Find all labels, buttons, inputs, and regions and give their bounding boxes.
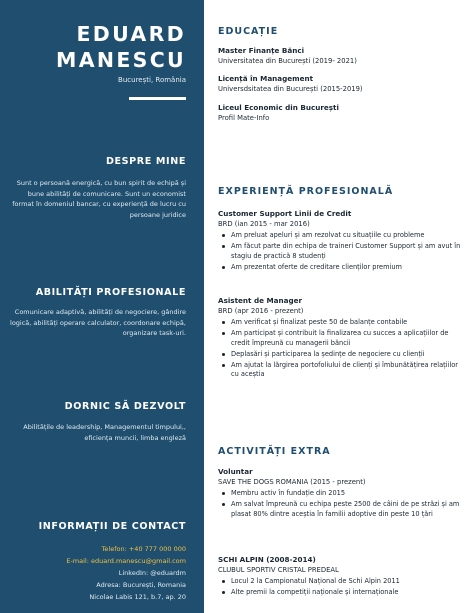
activity-bullets: [218, 577, 464, 598]
contact-address-line-1: Adresa: București, Romania: [96, 581, 186, 589]
job-company: BRD (ian 2015 - mar 2016): [218, 220, 310, 228]
education-item: [218, 74, 464, 94]
experience-heading: EXPERIENȚĂ PROFESIONALĂ: [218, 186, 394, 197]
contact-heading: INFORMAȚII DE CONTACT: [38, 521, 186, 532]
bullet-item: Am verificat și finalizat peste 50 de balanțe contabile: [218, 318, 464, 328]
education-subtitle: Universdsitatea din București (2015-2019): [218, 85, 363, 93]
job-bullets: [218, 231, 464, 272]
activity-bullets: [218, 489, 464, 519]
education-title: Master Finanțe Bănci: [218, 46, 305, 55]
education-item: [218, 103, 464, 123]
skills-text: Comunicare adaptivă, abilități de negociere, gândire logică, abilități operare calculator, coordonare echipă, organizare task-uri.: [10, 308, 186, 337]
education-subtitle: Profil Mate-Info: [218, 114, 270, 122]
education-subtitle: Universitatea din București (2019- 2021): [218, 57, 357, 65]
develop-heading: DORNIC SĂ DEZVOLT: [64, 401, 186, 412]
bullet-item: Locul 2 la Campionatul Național de Schi Alpin 2011: [218, 577, 464, 587]
contact-email[interactable]: E-mail: eduard.manescu@gmail.com: [66, 557, 186, 565]
activity-title: SCHI ALPIN (2008-2014): [218, 555, 316, 564]
name-divider: [129, 97, 186, 100]
job-entry: [218, 209, 464, 274]
job-entry: [218, 296, 464, 381]
develop-text: Abilitățile de leadership, Managementul timpului,, eficiența muncii, limba engleză: [23, 423, 186, 442]
bullet-item: Deplasări și participarea la ședințe de negociere cu clienții: [218, 350, 464, 360]
job-title: Asistent de Manager: [218, 296, 303, 305]
education-title: Liceul Economic din București: [218, 103, 339, 112]
education-title: Licență în Management: [218, 74, 314, 83]
activity-organization: SAVE THE DOGS ROMANIA (2015 - prezent): [218, 478, 366, 486]
activity-entry: [218, 555, 464, 599]
about-heading: DESPRE MINE: [105, 156, 186, 167]
activity-entry: [218, 467, 464, 521]
activities-heading: ACTIVITĂȚI EXTRA: [218, 446, 331, 457]
activity-title: Voluntar: [218, 467, 253, 476]
bullet-item: Membru activ în fundație din 2015: [218, 489, 464, 499]
bullet-item: Am participat și contribuit la finalizarea cu succes a aplicațiilor de credit împreună cu managerii băncii: [218, 329, 464, 348]
bullet-item: Am ajutat la lărgirea portofoliului de clienți și îmbunătățirea relațiilor cu aceștia: [218, 361, 464, 380]
education-item: [218, 46, 464, 66]
bullet-item: Am făcut parte din echipa de traineri Customer Support și am avut în stagiu de practică 8 studenți: [218, 242, 464, 261]
job-company: BRD (apr 2016 - prezent): [218, 307, 304, 315]
last-name: MANESCU: [56, 48, 186, 72]
about-text: Sunt o persoană energică, cu bun spirit de echipă și bune abilități de comunicare. Sunt un economist format în domeniul bancar, cu experiență de lucru cu persoane juridice: [12, 179, 186, 219]
bullet-item: Alte premii la competiții naționale și internaționale: [218, 588, 464, 598]
contact-phone[interactable]: Telefon: +40 777 000 000: [101, 545, 186, 553]
bullet-item: Am preluat apeluri și am rezolvat cu situațiile cu probleme: [218, 231, 464, 241]
job-bullets: [218, 318, 464, 380]
activity-organization: CLUBUL SPORTIV CRISTAL PREDEAL: [218, 566, 339, 574]
contact-block: [8, 543, 186, 603]
bullet-item: Am salvat împreună cu echipa peste 2500 de câini de pe străzi și am plasat 80% dintre aceștia în familii adoptive din peste 10 țări: [218, 500, 464, 519]
bullet-item: Am prezentat oferte de creditare clienților premium: [218, 263, 464, 273]
contact-linkedin[interactable]: LinkedIn: @eduardm: [118, 569, 186, 577]
skills-heading: ABILITĂȚI PROFESIONALE: [35, 287, 186, 298]
education-heading: EDUCAȚIE: [218, 26, 279, 37]
sidebar: [0, 0, 204, 613]
first-name: EDUARD: [76, 22, 186, 46]
location: București, România: [118, 76, 186, 84]
contact-address-line-2: Nicolae Labis 121, b.7, ap. 20: [89, 593, 186, 601]
job-title: Customer Support Linii de Credit: [218, 209, 352, 218]
main-column: [218, 0, 464, 613]
